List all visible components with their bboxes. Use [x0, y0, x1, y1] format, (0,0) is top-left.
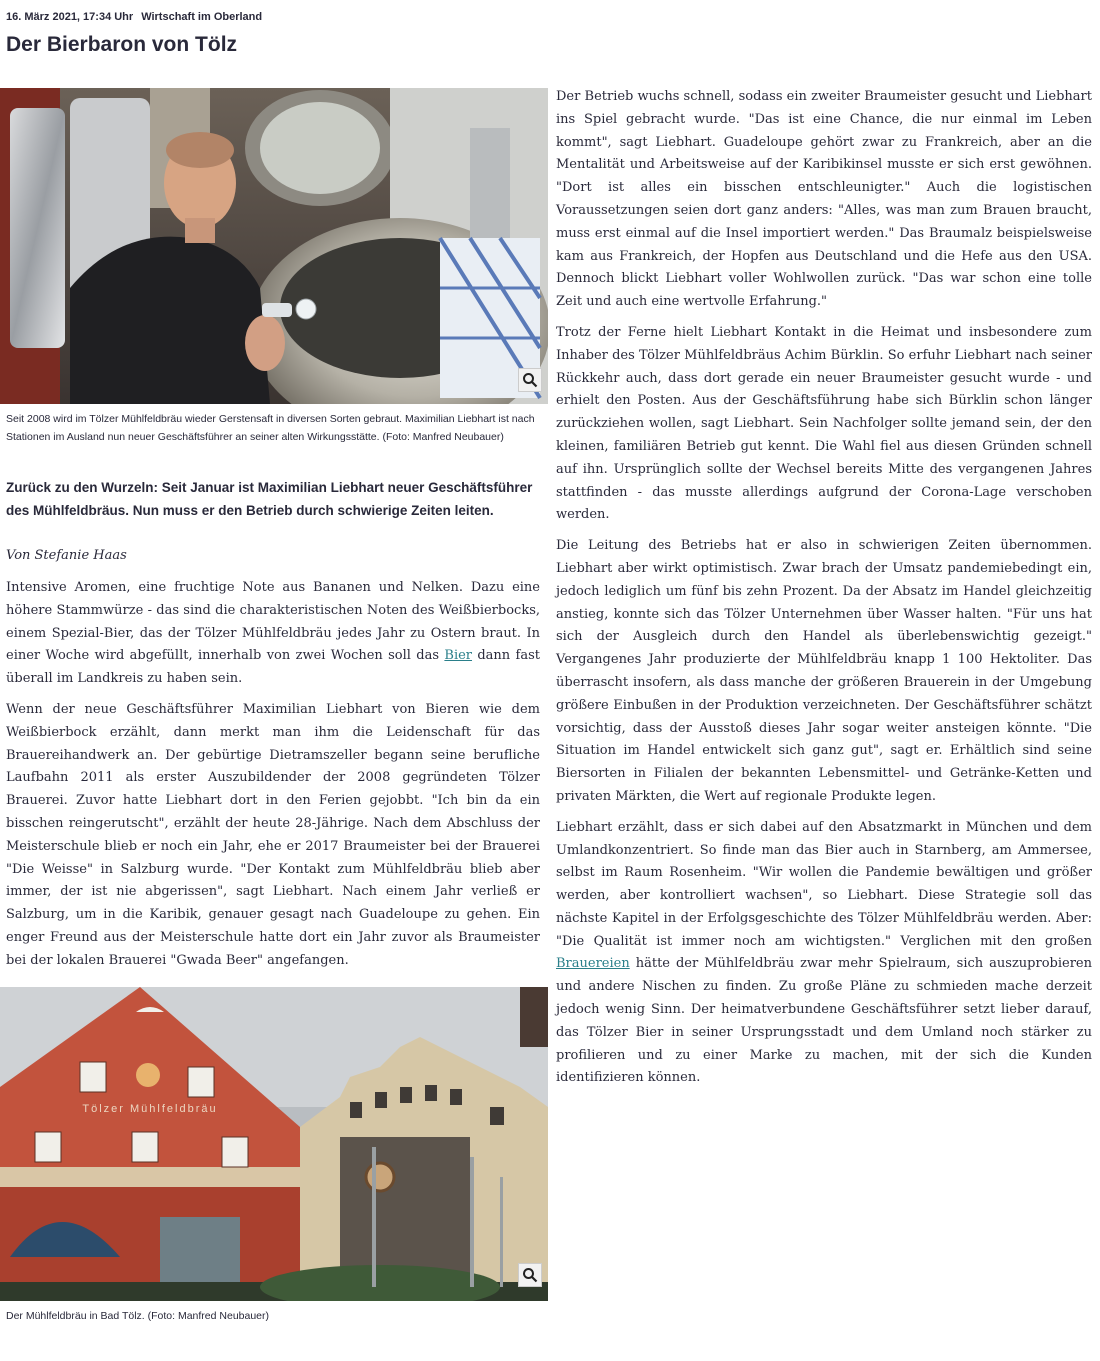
brewery-photo-illustration	[0, 987, 548, 1301]
article-section[interactable]: Wirtschaft im Oberland	[141, 11, 263, 23]
article-paragraph: Der Betrieb wuchs schnell, sodass ein zweiter Braumeister gesucht und Liebhart ins Spiel gebracht wurde. "Das ist eine Chance, die nur einmal im Leben kommt", sagt Liebhart. Guadeloupe gehört zwar zu Frankreich, aber an die Mentalität und Arbeitsweise auf der Karibikinsel musste er sich erst gewöhnen. "Dort ist alles ein bisschen entschleunigter." Auch die logistischen Voraussetzungen seien dort ganz anders: "Alles, was man zum Brauen braucht, muss erst einmal auf die Insel importiert werden." Das Braumalz beispielsweise kam aus Frankreich, der Hopfen aus Deutschland und die Hefe aus den USA. Dennoch blickt Liebhart voller Wohlwollen zurück. "Das war schon eine tolle Zeit und auch eine wertvolle Erfahrung."	[556, 89, 1092, 310]
article-author: Von Stefanie Haas	[6, 548, 127, 563]
brewery-photo[interactable]	[0, 987, 548, 1301]
brewer-photo-illustration	[0, 88, 548, 404]
left-column	[0, 88, 548, 1325]
zoom-image-button[interactable]	[518, 1263, 542, 1287]
article-teaser: Zurück zu den Wurzeln: Seit Januar ist Maximilian Liebhart neuer Geschäftsführer des Mühlfeldbräus. Nun muss er den Betrieb durch schwierige Zeiten leiten.	[6, 480, 533, 518]
article-paragraph: Intensive Aromen, eine fruchtige Note aus Bananen und Nelken. Dazu eine höhere Stammwürze - das sind die charakteristischen Noten des Weißbierbocks, einem Spezial-Bier, das der Tölzer Mühlfeldbräu jedes Jahr zu Ostern braut. In einer Woche wird abgefüllt, innerhalb von zwei Wochen soll das Bier dann fast überall im Landkreis zu haben sein.	[6, 580, 540, 687]
image-caption: Seit 2008 wird im Tölzer Mühlfeldbräu wieder Gerstensaft in diversen Sorten gebraut. Maximilian Liebhart ist nach Stationen im Ausland nun neuer Geschäftsführer an seiner alten Wirkungsstätte. (Foto: Manfred Neubauer)	[6, 413, 535, 443]
magnifier-icon	[522, 1267, 538, 1283]
article-paragraph: Liebhart erzählt, dass er sich dabei auf den Absatzmarkt in München und dem Umlandkonzentriert. So finde man das Bier auch in Starnberg, am Ammersee, selbst im Raum Rosenheim. "Wir wollen die Pandemie bewältigen und größer werden, aber kontrolliert wachsen", so Liebhart. Diese Strategie soll das nächste Kapitel in der Erfolgsgeschichte des Tölzer Mühlfeldbräu werden. Aber: "Die Qualität ist immer noch am wichtigsten." Verglichen mit den großen Brauereien hätte der Mühlfeldbräu zwar mehr Spielraum, sich auszuprobieren und andere Nischen zu finden. Zu große Pläne zu schmieden mache derzeit jedoch wenig Sinn. Der heimatverbundene Geschäftsführer setzt lieber darauf, das Tölzer Bier in seiner Ursprungsstadt und dem Umland noch stärker zu profilieren und zu einer Marke zu machen, mit der sich die Kunden identifizieren können.	[556, 819, 1092, 1086]
brewer-photo[interactable]	[0, 88, 548, 404]
brewery-facade-text: Tölzer Mühlfeldbräu	[82, 1102, 218, 1115]
article-paragraph: Die Leitung des Betriebs hat er also in schwierigen Zeiten übernommen. Liebhart aber wirkt optimistisch. Zwar brach der Umsatz pandemiebedingt ein, jedoch lediglich um fünf bis zehn Prozent. Da der Absatz im Handel gleichzeitig anstieg, konnte sich das Tölzer Unternehmen über Wasser halten. "Für uns hat sich der Ausgleich durch den Handel als überlebenswichtig gezeigt." Vergangenes Jahr produzierte der Mühlfeldbräu knapp 1 100 Hektoliter. Das überrascht insofern, als dass manche der größeren Brauerein in der Umgebung größere Einbußen in der Produktion verzeichneten. Der Geschäftsführer schätzt vorsichtig, dass der Ausstoß dieses Jahr sogar weiter ansteigen könnte. "Die Situation im Handel entwickelt sich ganz gut", sagt er. Erhältlich sind seine Biersorten in Filialen der bekannten Lebensmittel- und Getränke-Ketten und privaten Märkten, die Wert auf regionale Produkte legen.	[556, 538, 1092, 804]
article-date: 16. März 2021, 17:34 Uhr	[6, 11, 134, 23]
zoom-image-button[interactable]	[518, 368, 542, 392]
article-paragraph: Wenn der neue Geschäftsführer Maximilian Liebhart von Bieren wie dem Weißbierbock erzählt, dann merkt man ihm die Leidenschaft für das Brauereihandwerk an. Der gebürtige Dietramszeller begann seine berufliche Laufbahn 2011 als erster Auszubildender der 2008 gegründeten Tölzer Brauerei. Zuvor hatte Liebhart dort in den Ferien gejobbt. "Ich bin da ein bisschen reingerutscht", erzählt der heute 28-Jährige. Nach dem Abschluss der Meisterschule blieb er noch ein Jahr, ehe er 2017 Braumeister bei der Brauerei "Die Weisse" in Salzburg wurde. "Der Kontakt zum Mühlfeldbräu blieb aber immer, der ist nie abgerissen", sagt Liebhart. Nach einem Jahr verließ er Salzburg, um in die Karibik, genauer gesagt nach Guadeloupe zu gehen. Ein enger Freund aus der Meisterschule hatte dort ein Jahr zuvor als Braumeister bei der lokalen Brauerei "Gwada Beer" angefangen.	[6, 701, 540, 968]
article-meta	[6, 11, 262, 23]
image-caption: Der Mühlfeldbräu in Bad Tölz. (Foto: Manfred Neubauer)	[6, 1309, 270, 1322]
page-title: Der Bierbaron von Tölz	[6, 33, 238, 56]
inline-link-bier[interactable]: Bier	[444, 648, 473, 664]
right-column	[556, 86, 1096, 1098]
magnifier-icon	[522, 372, 538, 388]
article-paragraph: Trotz der Ferne hielt Liebhart Kontakt in die Heimat und insbesondere zum Inhaber des Tölzer Mühlfeldbräus Achim Bürklin. So erfuhr Liebhart nach seiner Rückkehr auch, dass dort gerade ein neuer Braumeister gesucht wurde - und erhielt den Posten. Aus der Geschäftsführung habe sich Bürklin schon länger zurückziehen wollen, sagt Liebhart. Sein Nachfolger sollte jemand sein, der den kleinen, familiären Betrieb gut kennt. Die Wahl fiel aus diesen Gründen schnell auf ihn. Ursprünglich sollte der Wechsel bereits Mitte des vergangenen Jahres stattfinden - das musste allerdings aufgrund der Corona-Lage verschoben werden.	[556, 324, 1092, 523]
inline-link-brauereien[interactable]: Brauereien	[556, 956, 630, 972]
